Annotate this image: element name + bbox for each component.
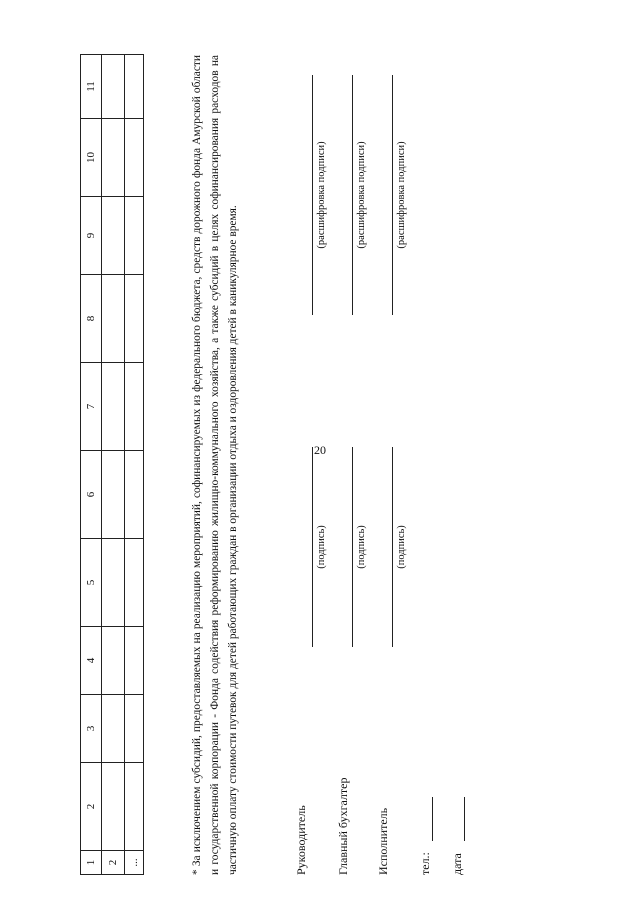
date-label: дата bbox=[450, 853, 464, 875]
page-number: 20 bbox=[314, 443, 326, 457]
decryption-caption: (расшифровка подписи) bbox=[396, 141, 407, 249]
signature-caption: (подпись) bbox=[396, 525, 407, 569]
tel-label: тел.: bbox=[418, 852, 432, 875]
table-cell bbox=[125, 763, 144, 851]
table-row bbox=[102, 55, 125, 875]
signature-role-head: Руководитель bbox=[294, 805, 308, 875]
table-cell bbox=[125, 119, 144, 197]
signature-caption: (подпись) bbox=[356, 525, 367, 569]
table-cell bbox=[125, 55, 144, 119]
table-cell bbox=[102, 197, 125, 275]
table-header-cell: 5 bbox=[81, 539, 102, 627]
signature-caption: (подпись) bbox=[316, 525, 327, 569]
table-cell bbox=[102, 119, 125, 197]
table-header-cell: 3 bbox=[81, 695, 102, 763]
data-table bbox=[80, 54, 144, 875]
decryption-line bbox=[312, 75, 313, 315]
footnote-text: * За исключением субсидий, предоставляемых на реализацию мероприятий, софинансируемых из федерального бюджета, средств дорожного фонда Амурской области и государственной корпорации - Фонда содействия реформированию жилищно-коммунального хозяйства, а также субсидий в целях софинансирования расходов на частичную оплату стоимости путевок для детей работающих граждан в организации отдыха и оздоровления детей в каникулярное время. bbox=[191, 55, 239, 875]
table-header-cell: 2 bbox=[81, 763, 102, 851]
table-header-cell: 8 bbox=[81, 275, 102, 363]
table-header-cell: 11 bbox=[81, 55, 102, 119]
table-cell bbox=[125, 197, 144, 275]
signature-line bbox=[392, 447, 393, 647]
table-cell: ... bbox=[125, 851, 144, 875]
table-header-cell: 1 bbox=[81, 851, 102, 875]
signature-line bbox=[312, 447, 313, 647]
signature-role-executor: Исполнитель bbox=[376, 807, 390, 875]
decryption-caption: (расшифровка подписи) bbox=[356, 141, 367, 249]
decryption-line bbox=[392, 75, 393, 315]
tel-line bbox=[432, 797, 433, 841]
table-header-cell: 4 bbox=[81, 627, 102, 695]
table-cell bbox=[102, 763, 125, 851]
table-cell: 2 bbox=[102, 851, 125, 875]
table-header-row bbox=[81, 55, 102, 875]
table-cell bbox=[125, 451, 144, 539]
table-cell bbox=[102, 695, 125, 763]
table-cell bbox=[125, 275, 144, 363]
table-cell bbox=[102, 55, 125, 119]
signature-line bbox=[352, 447, 353, 647]
table-cell bbox=[102, 539, 125, 627]
table-cell bbox=[125, 363, 144, 451]
table-cell bbox=[102, 363, 125, 451]
table-header-cell: 6 bbox=[81, 451, 102, 539]
rotated-page-content bbox=[80, 55, 640, 875]
date-line bbox=[464, 797, 465, 841]
table-cell bbox=[125, 627, 144, 695]
signature-role-chief-accountant: Главный бухгалтер bbox=[336, 777, 350, 875]
table-cell bbox=[102, 451, 125, 539]
table-cell bbox=[102, 275, 125, 363]
table-cell bbox=[125, 539, 144, 627]
table-header-cell: 9 bbox=[81, 197, 102, 275]
table-row bbox=[125, 55, 144, 875]
decryption-caption: (расшифровка подписи) bbox=[316, 141, 327, 249]
table-cell bbox=[102, 627, 125, 695]
table-header-cell: 10 bbox=[81, 119, 102, 197]
decryption-line bbox=[352, 75, 353, 315]
table-cell bbox=[125, 695, 144, 763]
table-header-cell: 7 bbox=[81, 363, 102, 451]
